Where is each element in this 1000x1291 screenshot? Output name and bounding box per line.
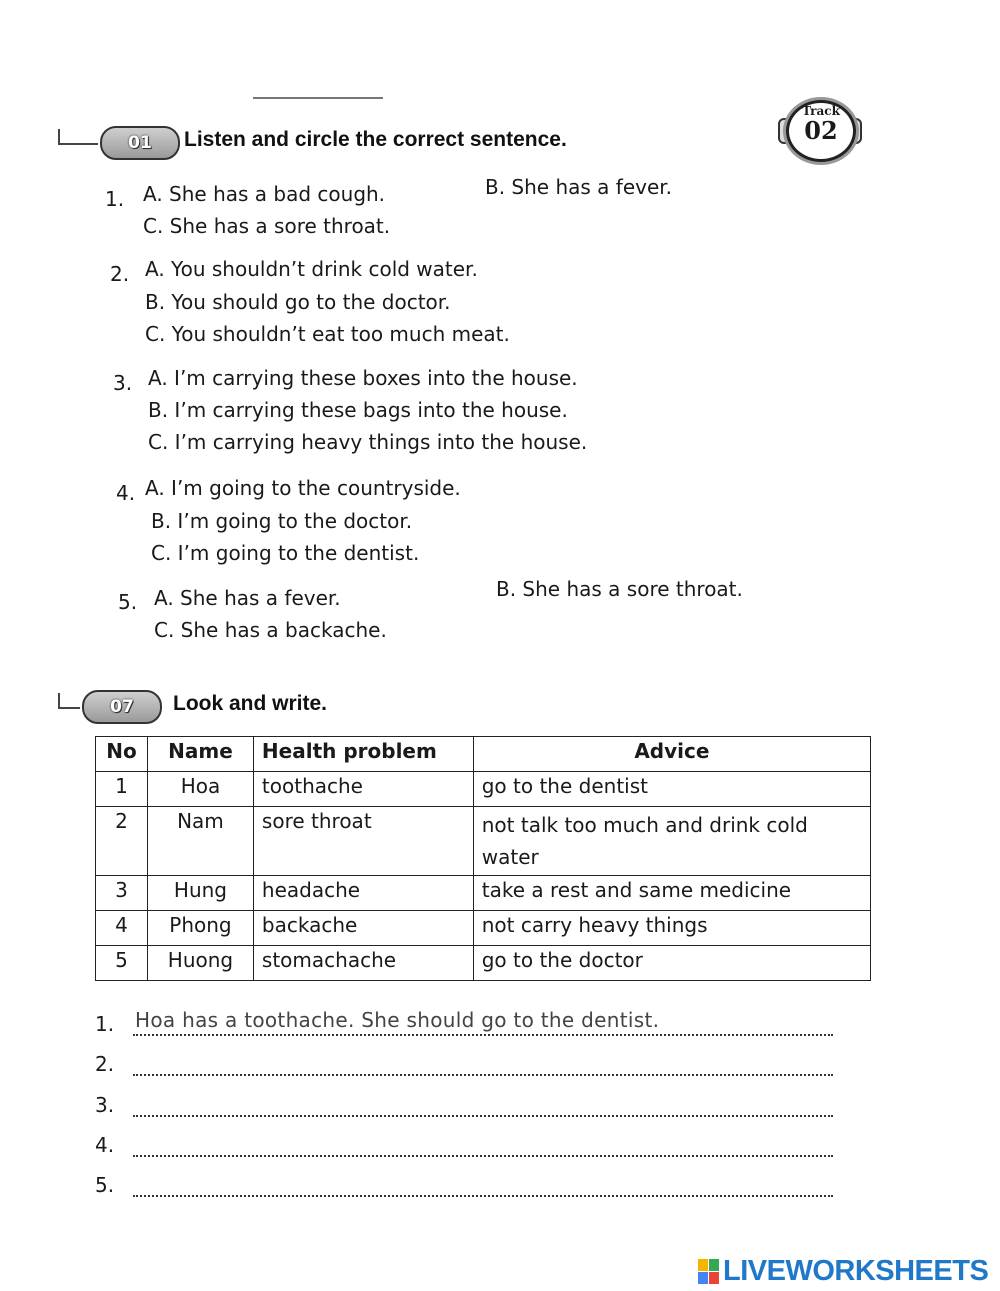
cell-advice: not carry heavy things [473, 911, 870, 946]
option-b[interactable]: B. You should go to the doctor. [145, 290, 451, 314]
cell-no: 5 [96, 946, 148, 981]
question-number: 1. [105, 187, 125, 211]
badge-hook [58, 693, 80, 709]
table-row [96, 772, 871, 807]
table-header-row [96, 737, 871, 772]
line-number: 1. [95, 1012, 115, 1036]
option-a[interactable]: A. I’m going to the countryside. [145, 476, 461, 500]
cell-problem: backache [253, 911, 473, 946]
section-title-look-write: Look and write. [173, 692, 328, 715]
option-c[interactable]: C. I’m carrying heavy things into the house. [148, 430, 588, 454]
cell-no: 2 [96, 807, 148, 876]
cell-problem: stomachache [253, 946, 473, 981]
option-c[interactable]: C. I’m going to the dentist. [151, 541, 420, 565]
cell-advice: not talk too much and drink cold water [473, 807, 870, 876]
option-b[interactable]: B. I’m going to the doctor. [151, 509, 413, 533]
option-b[interactable]: B. She has a sore throat. [496, 577, 743, 601]
cell-no: 4 [96, 911, 148, 946]
cell-no: 3 [96, 876, 148, 911]
answer-text: Hoa has a toothache. She should go to the dentist. [135, 1008, 660, 1032]
liveworksheets-logo-icon [698, 1259, 719, 1284]
question-number: 3. [113, 371, 133, 395]
option-a[interactable]: A. I’m carrying these boxes into the house. [148, 366, 578, 390]
section-badge-07 [58, 690, 162, 724]
top-rule [253, 97, 383, 99]
badge-hook [58, 129, 98, 145]
option-c[interactable]: C. She has a backache. [154, 618, 387, 642]
header-name: Name [147, 737, 253, 772]
health-table [95, 736, 871, 981]
header-advice: Advice [473, 737, 870, 772]
table-row [96, 807, 871, 876]
table-row [96, 946, 871, 981]
answer-field[interactable] [133, 1173, 833, 1197]
cell-name: Hoa [147, 772, 253, 807]
line-number: 5. [95, 1173, 115, 1197]
cell-name: Phong [147, 911, 253, 946]
table-row [96, 876, 871, 911]
cell-name: Huong [147, 946, 253, 981]
badge-number: 01 [100, 126, 180, 160]
track-number: 02 [804, 116, 838, 145]
liveworksheets-brand [698, 1255, 988, 1288]
option-a[interactable]: A. She has a bad cough. [143, 182, 386, 206]
option-a[interactable]: A. She has a fever. [154, 586, 341, 610]
option-c[interactable]: C. You shouldn’t eat too much meat. [145, 322, 510, 346]
cell-no: 1 [96, 772, 148, 807]
line-number: 3. [95, 1093, 115, 1117]
table-row [96, 911, 871, 946]
cell-advice: take a rest and same medicine [473, 876, 870, 911]
line-number: 2. [95, 1052, 115, 1076]
track-badge [778, 98, 864, 158]
section-title-listen: Listen and circle the correct sentence. [184, 128, 567, 151]
option-c[interactable]: C. She has a sore throat. [143, 214, 391, 238]
option-b[interactable]: B. She has a fever. [485, 175, 673, 199]
line-number: 4. [95, 1133, 115, 1157]
section-badge-01 [58, 126, 180, 160]
option-a[interactable]: A. You shouldn’t drink cold water. [145, 257, 478, 281]
header-health-problem: Health problem [253, 737, 473, 772]
cell-advice: go to the dentist [473, 772, 870, 807]
cell-advice: go to the doctor [473, 946, 870, 981]
badge-number: 07 [82, 690, 162, 724]
option-b[interactable]: B. I’m carrying these bags into the house. [148, 398, 568, 422]
cell-problem: toothache [253, 772, 473, 807]
question-number: 5. [118, 590, 138, 614]
cell-problem: headache [253, 876, 473, 911]
answer-field[interactable] [133, 1052, 833, 1076]
question-number: 2. [110, 262, 130, 286]
brand-text: LIVEWORKSHEETS [723, 1255, 989, 1287]
answer-field[interactable] [133, 1133, 833, 1157]
cell-name: Hung [147, 876, 253, 911]
cell-name: Nam [147, 807, 253, 876]
cell-problem: sore throat [253, 807, 473, 876]
header-no: No [96, 737, 148, 772]
question-number: 4. [116, 481, 136, 505]
answer-field[interactable] [133, 1093, 833, 1117]
track-label: Track [802, 104, 840, 118]
